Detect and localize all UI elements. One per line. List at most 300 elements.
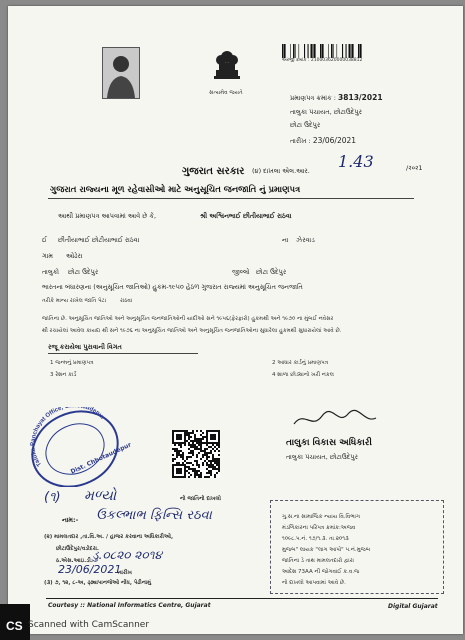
qr-module — [206, 472, 208, 474]
qr-module — [180, 438, 182, 440]
qr-module — [218, 442, 220, 444]
qr-module — [194, 474, 196, 476]
qr-module — [200, 450, 202, 452]
qr-module — [186, 458, 188, 460]
qr-module — [176, 442, 178, 444]
qr-module — [202, 438, 204, 440]
qr-module — [178, 472, 180, 474]
qr-module — [172, 430, 174, 432]
qr-module — [186, 470, 188, 472]
qr-module — [172, 438, 174, 440]
lower-date-hand: 23/06/2021 — [58, 563, 122, 576]
qr-module — [176, 430, 178, 432]
qr-module — [202, 454, 204, 456]
qr-module — [214, 434, 216, 436]
qr-module — [178, 436, 180, 438]
qr-module — [200, 442, 202, 444]
barcode-bar — [346, 44, 347, 58]
qr-module — [208, 456, 210, 458]
lower-line-3: (૨) મામલતદાર ,તા.વિ.અ. / હાજર કરવાના અધિકારીઓ, — [44, 534, 174, 540]
qr-module — [202, 450, 204, 452]
qr-module — [210, 436, 212, 438]
qr-module — [180, 464, 182, 466]
qr-module — [188, 444, 190, 446]
qr-module — [190, 456, 192, 458]
qr-module — [216, 448, 218, 450]
qr-module — [210, 474, 212, 476]
evidence-item-2: 2 આધાર કાર્ડનું પ્રમાણપત્ર — [272, 360, 329, 366]
right-note-line-2: મંડળિકારના પરિપત્ર ક્રમાંક:અજવ — [282, 525, 356, 531]
qr-module — [172, 434, 174, 436]
qr-module — [192, 446, 194, 448]
qr-module — [190, 436, 192, 438]
qr-module — [218, 470, 220, 472]
qr-module — [196, 438, 198, 440]
qr-module — [210, 446, 212, 448]
qr-module — [184, 430, 186, 432]
qr-module — [188, 442, 190, 444]
qr-module — [204, 450, 206, 452]
qr-module — [188, 472, 190, 474]
qr-module — [184, 476, 186, 478]
qr-module — [192, 468, 194, 470]
qr-module — [178, 462, 180, 464]
qr-module — [184, 474, 186, 476]
qr-module — [182, 458, 184, 460]
qr-module — [188, 438, 190, 440]
qr-module — [188, 462, 190, 464]
qr-module — [204, 448, 206, 450]
qr-module — [210, 438, 212, 440]
qr-module — [212, 448, 214, 450]
qr-module — [176, 470, 178, 472]
qr-module — [182, 454, 184, 456]
qr-module — [208, 472, 210, 474]
qr-module — [214, 460, 216, 462]
qr-module — [208, 442, 210, 444]
qr-module — [184, 444, 186, 446]
qr-module — [194, 460, 196, 462]
qr-module — [206, 468, 208, 470]
qr-module — [204, 442, 206, 444]
footer-digital-gujarat: Digital Gujarat — [388, 603, 438, 610]
barcode-bar — [351, 44, 352, 58]
qr-module — [188, 432, 190, 434]
qr-module — [214, 446, 216, 448]
qr-module — [174, 444, 176, 446]
qr-module — [178, 450, 180, 452]
qr-module — [206, 448, 208, 450]
lower-line-6-suffix: તારીખ — [118, 570, 132, 576]
qr-module — [178, 438, 180, 440]
year-suffix: /२०२1 — [406, 164, 423, 172]
qr-module — [174, 450, 176, 452]
legal-paragraph-1: જાતિના છે. અનુસૂચિત જાતિઓ અને અનુસૂચિત જનજાતિઓની યાદીઓ સને ૧૯૫૬(ફેરફારો) હુકમથી અને ૧૯૭૦ ના મુંબઈ નવેસર — [42, 316, 334, 322]
qr-module — [198, 466, 200, 468]
qr-module — [200, 474, 202, 476]
office-line-1: તાલુકા પંચાયત, છોટાઉદેપુર — [290, 108, 362, 116]
qr-module — [196, 470, 198, 472]
qr-module — [196, 446, 198, 448]
qr-module — [218, 468, 220, 470]
qr-module — [210, 472, 212, 474]
qr-module — [188, 476, 190, 478]
qr-module — [180, 476, 182, 478]
qr-module — [210, 430, 212, 432]
qr-module — [184, 472, 186, 474]
qr-module — [212, 436, 214, 438]
qr-module — [206, 442, 208, 444]
qr-module — [182, 430, 184, 432]
lower-name-label: નામ:- — [62, 516, 79, 524]
qr-module — [206, 444, 208, 446]
camscanner-watermark: Scanned with CamScanner — [28, 620, 150, 630]
qr-module — [194, 438, 196, 440]
qr-module — [216, 462, 218, 464]
qr-module — [188, 466, 190, 468]
qr-module — [200, 458, 202, 460]
certificate-number-label: પ્રમાણપત્ર ક્રમાંક : — [290, 94, 336, 102]
qr-module — [214, 442, 216, 444]
qr-module — [192, 440, 194, 442]
qr-module — [196, 460, 198, 462]
village-top: ઝેરવાડ — [296, 236, 315, 244]
qr-module — [180, 468, 182, 470]
qr-module — [190, 446, 192, 448]
qr-module — [218, 440, 220, 442]
barcode-bar — [299, 44, 300, 58]
qr-module — [194, 444, 196, 446]
qr-module — [214, 476, 216, 478]
right-note-line-5: જાતિના ડે તાથ મામલતદારો દ્વારા — [282, 558, 354, 564]
barcode-bar — [295, 44, 296, 58]
qr-module — [172, 436, 174, 438]
qr-module — [214, 468, 216, 470]
svg-text:CS: CS — [6, 619, 23, 633]
qr-module — [180, 454, 182, 456]
qr-module — [208, 446, 210, 448]
qr-module — [194, 470, 196, 472]
qr-module — [210, 434, 212, 436]
barcode-bar — [337, 44, 338, 58]
qr-module — [198, 438, 200, 440]
village-label: ગામ — [42, 252, 53, 260]
qr-module — [174, 448, 176, 450]
qr-module — [180, 434, 182, 436]
taluka-value: છોટા ઉદેપુર — [68, 268, 99, 276]
qr-module — [210, 470, 212, 472]
qr-module — [190, 474, 192, 476]
qr-module — [214, 438, 216, 440]
national-emblem-icon — [210, 40, 244, 92]
office-round-stamp — [20, 407, 130, 487]
qr-module — [184, 434, 186, 436]
signatory-title: તાલુકા વિકાસ અધિકારી — [286, 438, 373, 448]
barcode-bar — [360, 44, 362, 58]
qr-module — [208, 476, 210, 478]
intro-text: આથી પ્રમાણપત્ર આપવામાં આવે છે કે, — [58, 212, 157, 220]
qr-module — [188, 434, 190, 436]
qr-module — [174, 442, 176, 444]
qr-module — [216, 442, 218, 444]
barcode-bar — [311, 44, 313, 58]
right-note-line-3: ૧૦૯૮.૫.નં. ૧૭/૧.૩. તા.૨૦૧૩ — [282, 536, 349, 542]
qr-module — [212, 438, 214, 440]
qr-module — [172, 458, 174, 460]
qr-module — [206, 452, 208, 454]
evidence-item-4: 4 શાળા છોડ્યાનો ખરી નકલ — [272, 372, 334, 378]
qr-module — [214, 436, 216, 438]
lower-line-4: છોટાઉદેપુર/વડોદરા. — [56, 546, 100, 552]
qr-module — [184, 432, 186, 434]
barcode-bar — [349, 44, 351, 58]
qr-module — [180, 456, 182, 458]
qr-module — [200, 430, 202, 432]
lower-line-7: (૩) ૭, ૧૨, ૮-અ, ઢ્ઢ્યાપાનજેઓ નોંધ, પેઢીનામું — [44, 580, 152, 586]
qr-module — [176, 454, 178, 456]
qr-module — [206, 458, 208, 460]
qr-module — [176, 436, 178, 438]
barcode-bar — [314, 44, 316, 58]
qr-module — [206, 440, 208, 442]
qr-module — [208, 466, 210, 468]
barcode-bar — [320, 44, 322, 58]
barcode-bar — [333, 44, 334, 58]
qr-module — [206, 430, 208, 432]
application-number: અરજી ક્રમાંક : 210003620000038812 — [282, 58, 363, 63]
qr-module — [218, 432, 220, 434]
qr-module — [184, 470, 186, 472]
qr-module — [180, 446, 182, 448]
qr-module — [172, 464, 174, 466]
district-label: જીલ્લો — [232, 268, 250, 276]
lower-name-value: ઉકલ્ભાભ ફિન્સિ રઠવા — [96, 508, 212, 523]
qr-module — [182, 464, 184, 466]
village-value: ઓઢેરા — [66, 252, 83, 260]
qr-module — [178, 444, 180, 446]
qr-module — [172, 476, 174, 478]
qr-module — [202, 436, 204, 438]
qr-module — [196, 474, 198, 476]
qr-module — [188, 436, 190, 438]
qr-module — [212, 454, 214, 456]
qr-module — [218, 466, 220, 468]
qr-module — [200, 444, 202, 446]
qr-module — [186, 456, 188, 458]
qr-module — [214, 430, 216, 432]
certificate-title: ગુજરાત રાજ્યના મૂળ રહેવાસીઓ માટે અનુસૂચિત જનજાતિ નું પ્રમાણપત્ર — [50, 185, 301, 195]
right-note-line-4: મુજબ" લાયક "લાગ આપો" ૫.નં.મુજબ — [282, 547, 371, 553]
lower-line1-suffix: નો જાતિનો દાખલો — [180, 496, 221, 502]
qr-module — [186, 432, 188, 434]
qr-module — [206, 434, 208, 436]
qr-module — [194, 440, 196, 442]
qr-module — [174, 458, 176, 460]
qr-module — [204, 460, 206, 462]
barcode-bar — [304, 44, 305, 58]
qr-module — [216, 460, 218, 462]
qr-module — [196, 464, 198, 466]
qr-module — [172, 460, 174, 462]
qr-module — [176, 456, 178, 458]
qr-module — [180, 470, 182, 472]
qr-module — [172, 466, 174, 468]
issue-date: 23/06/2021 — [312, 136, 357, 145]
qr-module — [212, 430, 214, 432]
lower-line-5-label: ઠ.એસ.આઇ.ડી. — [56, 558, 93, 564]
qr-module — [214, 450, 216, 452]
certificate-number: 3813/2021 — [338, 93, 383, 102]
qr-module — [176, 468, 178, 470]
qr-module — [206, 436, 208, 438]
qr-module — [214, 462, 216, 464]
qr-module — [200, 438, 202, 440]
qr-module — [214, 466, 216, 468]
qr-module — [198, 476, 200, 478]
qr-module — [192, 450, 194, 452]
qr-module — [198, 448, 200, 450]
qr-module — [176, 452, 178, 454]
qr-module — [184, 438, 186, 440]
schedule-reference: (૪) દાખલા એલ.આર. — [252, 167, 310, 175]
qr-module — [176, 448, 178, 450]
officer-signature — [290, 408, 380, 434]
qr-module — [184, 442, 186, 444]
qr-module — [204, 452, 206, 454]
qr-module — [216, 464, 218, 466]
qr-module — [196, 456, 198, 458]
qr-module — [188, 456, 190, 458]
qr-module — [212, 460, 214, 462]
qr-module — [182, 462, 184, 464]
qr-module — [204, 454, 206, 456]
qr-module — [172, 432, 174, 434]
qr-module — [208, 452, 210, 454]
qr-module — [200, 448, 202, 450]
applicant-photo — [102, 47, 140, 99]
qr-module — [190, 440, 192, 442]
relation-prefix: ઈ — [42, 236, 48, 244]
qr-module — [184, 436, 186, 438]
qr-module — [218, 444, 220, 446]
barcode-bar — [293, 44, 295, 58]
qr-module — [190, 450, 192, 452]
qr-module — [216, 458, 218, 460]
qr-module — [204, 436, 206, 438]
qr-module — [178, 464, 180, 466]
date-row — [290, 136, 356, 146]
qr-module — [212, 464, 214, 466]
barcode-bar — [331, 44, 333, 58]
qr-module — [188, 452, 190, 454]
qr-module — [212, 442, 214, 444]
qr-module — [198, 474, 200, 476]
qr-module — [186, 434, 188, 436]
qr-module — [200, 476, 202, 478]
qr-module — [218, 434, 220, 436]
evidence-item-1: 1 જન્મનું પ્રમાણપત્ર — [50, 360, 94, 366]
qr-module — [184, 468, 186, 470]
qr-module — [178, 434, 180, 436]
qr-module — [182, 476, 184, 478]
qr-module — [198, 452, 200, 454]
constitution-text: ભારતના બંધારણના (અનુસૂચિત જાતિઓ) હુકમ-૧૯૫૦ હેઠળ ગુજરાત રાજ્યમાં — [42, 283, 246, 291]
qr-module — [208, 470, 210, 472]
qr-module — [210, 462, 212, 464]
qr-module — [202, 462, 204, 464]
qr-module — [200, 440, 202, 442]
qr-module — [176, 462, 178, 464]
qr-module — [214, 458, 216, 460]
barcode — [282, 43, 362, 57]
qr-module — [192, 444, 194, 446]
qr-module — [206, 454, 208, 456]
qr-module — [206, 432, 208, 434]
category-value: અનુસૂચિત જનજાતિ — [248, 283, 303, 291]
qr-module — [212, 444, 214, 446]
qr-module — [218, 462, 220, 464]
caste-label: તરીકે માન્ય રાખેલ જાતિ પેટા — [42, 298, 107, 304]
qr-module — [196, 472, 198, 474]
qr-module — [180, 472, 182, 474]
qr-module — [178, 430, 180, 432]
qr-module — [186, 430, 188, 432]
barcode-bar — [352, 44, 354, 58]
right-note-line-7: નો દાખલો આપવામાં આવે છે. — [282, 580, 346, 586]
evidence-heading: રજૂ કરાયેલા પુરાવાની વિગત — [48, 343, 122, 351]
qr-module — [172, 474, 174, 476]
evidence-item-3: 3 રેશન કાર્ડ — [50, 372, 77, 378]
qr-module — [184, 466, 186, 468]
qr-module — [174, 476, 176, 478]
qr-module — [212, 456, 214, 458]
qr-module — [174, 430, 176, 432]
qr-module — [216, 444, 218, 446]
qr-module — [176, 472, 178, 474]
qr-module — [218, 446, 220, 448]
qr-module — [186, 462, 188, 464]
qr-module — [184, 464, 186, 466]
qr-module — [196, 442, 198, 444]
qr-module — [196, 462, 198, 464]
barcode-bar — [322, 44, 324, 58]
qr-module — [206, 476, 208, 478]
qr-module — [174, 464, 176, 466]
date-label: તારીખ : — [290, 137, 311, 145]
na-label: ના — [282, 236, 289, 244]
qr-module — [196, 448, 198, 450]
qr-module — [216, 430, 218, 432]
qr-module — [196, 440, 198, 442]
qr-module — [192, 470, 194, 472]
qr-module — [218, 438, 220, 440]
qr-module — [172, 454, 174, 456]
qr-module — [210, 460, 212, 462]
qr-module — [192, 430, 194, 432]
qr-module — [180, 430, 182, 432]
qr-module — [208, 460, 210, 462]
qr-module — [192, 454, 194, 456]
footer-courtesy: Courtesy :: National Informatics Centre, Gujarat — [48, 602, 211, 609]
qr-module — [202, 464, 204, 466]
qr-module — [192, 452, 194, 454]
qr-module — [198, 442, 200, 444]
qr-module — [184, 440, 186, 442]
qr-module — [198, 444, 200, 446]
qr-module — [206, 464, 208, 466]
qr-module — [210, 452, 212, 454]
qr-module — [218, 450, 220, 452]
